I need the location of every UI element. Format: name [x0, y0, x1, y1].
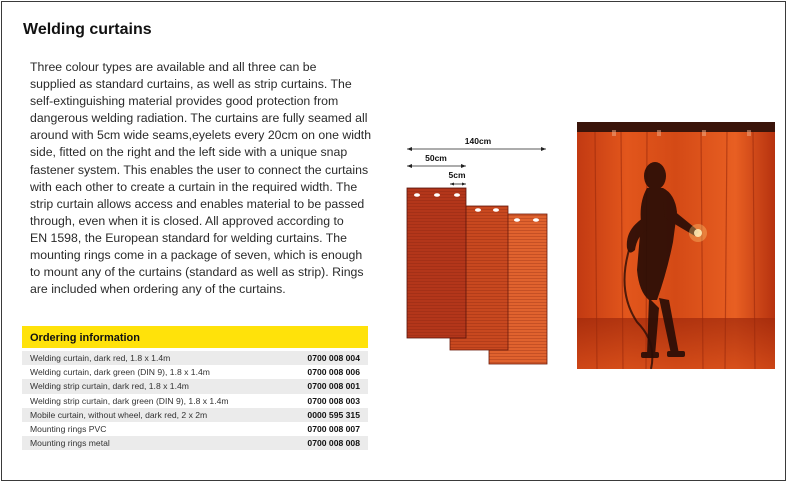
- item-code: 0700 008 006: [307, 367, 360, 378]
- item-code: 0700 008 004: [307, 353, 360, 363]
- item-code: 0700 008 003: [307, 395, 360, 406]
- item-name: Welding strip curtain, dark green (DIN 9), 1.8 x 1.4m: [30, 395, 229, 406]
- ordering-rows: [22, 351, 368, 450]
- welder-photo: [577, 122, 775, 369]
- dimension-width-label: 50cm: [425, 153, 447, 163]
- eyelet: [493, 208, 499, 212]
- table-row: [22, 422, 368, 436]
- item-code: 0700 008 001: [307, 381, 360, 392]
- item-code: 0700 008 008: [307, 438, 360, 449]
- ordering-heading: Ordering information: [22, 326, 368, 348]
- eyelet: [454, 193, 460, 197]
- table-row: [22, 394, 368, 408]
- table-row: [22, 365, 368, 379]
- table-row: [22, 436, 368, 450]
- ordering-table: [22, 326, 368, 450]
- item-name: Welding curtain, dark green (DIN 9), 1.8 x 1.4m: [30, 367, 210, 378]
- eyelet: [514, 218, 520, 222]
- eyelet: [434, 193, 440, 197]
- dimension-width: [407, 153, 466, 168]
- item-name: Mounting rings PVC: [30, 423, 107, 434]
- item-name: Mobile curtain, without wheel, dark red, 2 x 2m: [30, 409, 208, 420]
- item-name: Welding strip curtain, dark red, 1.8 x 1.4m: [30, 381, 189, 392]
- dimension-total-label: 140cm: [464, 136, 492, 146]
- eyelet: [475, 208, 481, 212]
- eyelet: [533, 218, 539, 222]
- curtain-diagram: [398, 132, 558, 372]
- table-row: [22, 379, 368, 393]
- dimension-seam-label: 5cm: [448, 170, 466, 180]
- description-text: Three colour types are available and all three can be supplied as standard curtains, as well as strip curtains. The self-extinguishing material provides good protection from dangerous welding radiation. The curtains are fully seamed all around with 5cm wide seams,eyelets every 20cm on one width side, fitted on the right and the left side with a unique snap fastener system. This enables the user to connect the curtains with each other to create a curtain in the required width. The strip curtain allows access and enables material to be passed through, even when it is closed. All approved according to EN 1598, the European standard for welding curtains. The mounting rings come in a package of seven, which is enough to mount any of the curtains (standard as well as strip). Rings are included when ordering any of the curtains.: [30, 60, 372, 297]
- table-row: [22, 408, 368, 422]
- curtain-panel-front: [407, 188, 466, 338]
- item-code: 0000 595 315: [307, 409, 360, 420]
- dimension-seam: [448, 170, 466, 186]
- item-name: Welding curtain, dark red, 1.8 x 1.4m: [30, 353, 171, 363]
- item-name: Mounting rings metal: [30, 438, 110, 449]
- dimension-total: [407, 136, 546, 151]
- table-row: [22, 351, 368, 365]
- item-code: 0700 008 007: [307, 423, 360, 434]
- eyelet: [414, 193, 420, 197]
- page-title: Welding curtains: [23, 21, 152, 38]
